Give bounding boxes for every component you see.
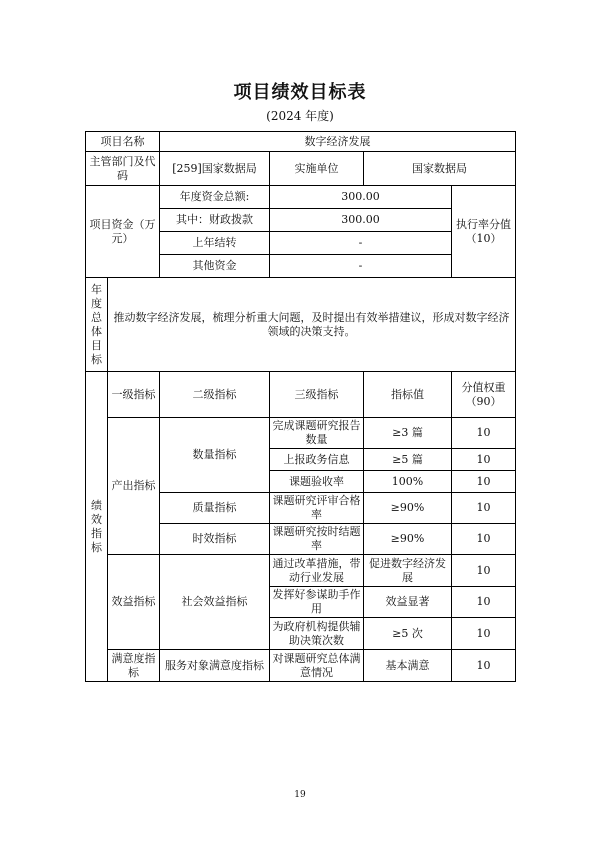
project-name-value: 数字经济发展 [160,132,516,152]
project-name-label: 项目名称 [86,132,160,152]
indicator-value: 效益显著 [364,587,452,618]
indicator-value: ≥5 篇 [364,449,452,471]
social-benefit-label: 社会效益指标 [160,555,270,650]
indicator-value: ≥90% [364,524,452,555]
indicator-score: 10 [452,449,516,471]
header-weight: 分值权重（90） [452,372,516,418]
rate-score-label: 执行率分值（10） [452,186,516,278]
impl-label: 实施单位 [270,152,364,186]
indicator-value: ≥90% [364,493,452,524]
output-indicator-label: 产出指标 [108,418,160,555]
funds-carryover-value: - [270,232,452,255]
annual-goal-label-cell [86,278,108,372]
indicator-score: 10 [452,618,516,650]
header-level3: 三级指标 [270,372,364,418]
indicator-value: 基本满意 [364,650,452,682]
performance-table [85,131,516,682]
indicator-score: 10 [452,471,516,493]
funds-fiscal-label: 其中：财政拨款 [160,209,270,232]
indicator-name: 为政府机构提供辅助决策次数 [270,618,364,650]
indicator-value: ≥5 次 [364,618,452,650]
indicators-label: 绩效指标 [91,498,102,554]
dept-label: 主管部门及代码 [86,152,160,186]
indicator-score: 10 [452,587,516,618]
indicator-score: 10 [452,555,516,587]
indicator-name: 上报政务信息 [270,449,364,471]
indicator-score: 10 [452,418,516,449]
funds-other-value: - [270,255,452,278]
indicator-name: 课题验收率 [270,471,364,493]
time-indicator-label: 时效指标 [160,524,270,555]
satisfaction-indicator-label: 满意度指标 [108,650,160,682]
quantity-indicator-label: 数量指标 [160,418,270,493]
indicator-score: 10 [452,493,516,524]
dept-value: [259]国家数据局 [160,152,270,186]
indicator-name: 对课题研究总体满意情况 [270,650,364,682]
year-subtitle: (2024 年度) [266,109,334,123]
header-value: 指标值 [364,372,452,418]
indicator-name: 完成课题研究报告数量 [270,418,364,449]
indicator-value: 促进数字经济发展 [364,555,452,587]
impl-value: 国家数据局 [364,152,516,186]
quality-indicator-label: 质量指标 [160,493,270,524]
indicator-name: 课题研究评审合格率 [270,493,364,524]
funds-total-value: 300.00 [270,186,452,209]
funds-fiscal-value: 300.00 [270,209,452,232]
annual-goal-text: 推动数字经济发展，梳理分析重大问题，及时提出有效举措建议，形成对数字经济领域的决策支持。 [108,278,516,372]
annual-goal-label: 年度总体目标 [91,282,102,366]
funds-total-label: 年度资金总额: [160,186,270,209]
page-title: 项目绩效目标表 [233,82,367,103]
indicator-score: 10 [452,524,516,555]
funds-other-label: 其他资金 [160,255,270,278]
indicator-name: 通过改革措施，带动行业发展 [270,555,364,587]
benefit-indicator-label: 效益指标 [108,555,160,650]
indicator-score: 10 [452,650,516,682]
service-satisfaction-label: 服务对象满意度指标 [160,650,270,682]
indicators-label-cell [86,372,108,682]
page-number: 19 [294,790,306,800]
header-level2: 二级指标 [160,372,270,418]
indicator-name: 发挥好参谋助手作用 [270,587,364,618]
indicator-value: 100% [364,471,452,493]
header-level1: 一级指标 [108,372,160,418]
funds-carryover-label: 上年结转 [160,232,270,255]
indicator-value: ≥3 篇 [364,418,452,449]
indicator-name: 课题研究按时结题率 [270,524,364,555]
funds-label: 项目资金（万元） [86,186,160,278]
